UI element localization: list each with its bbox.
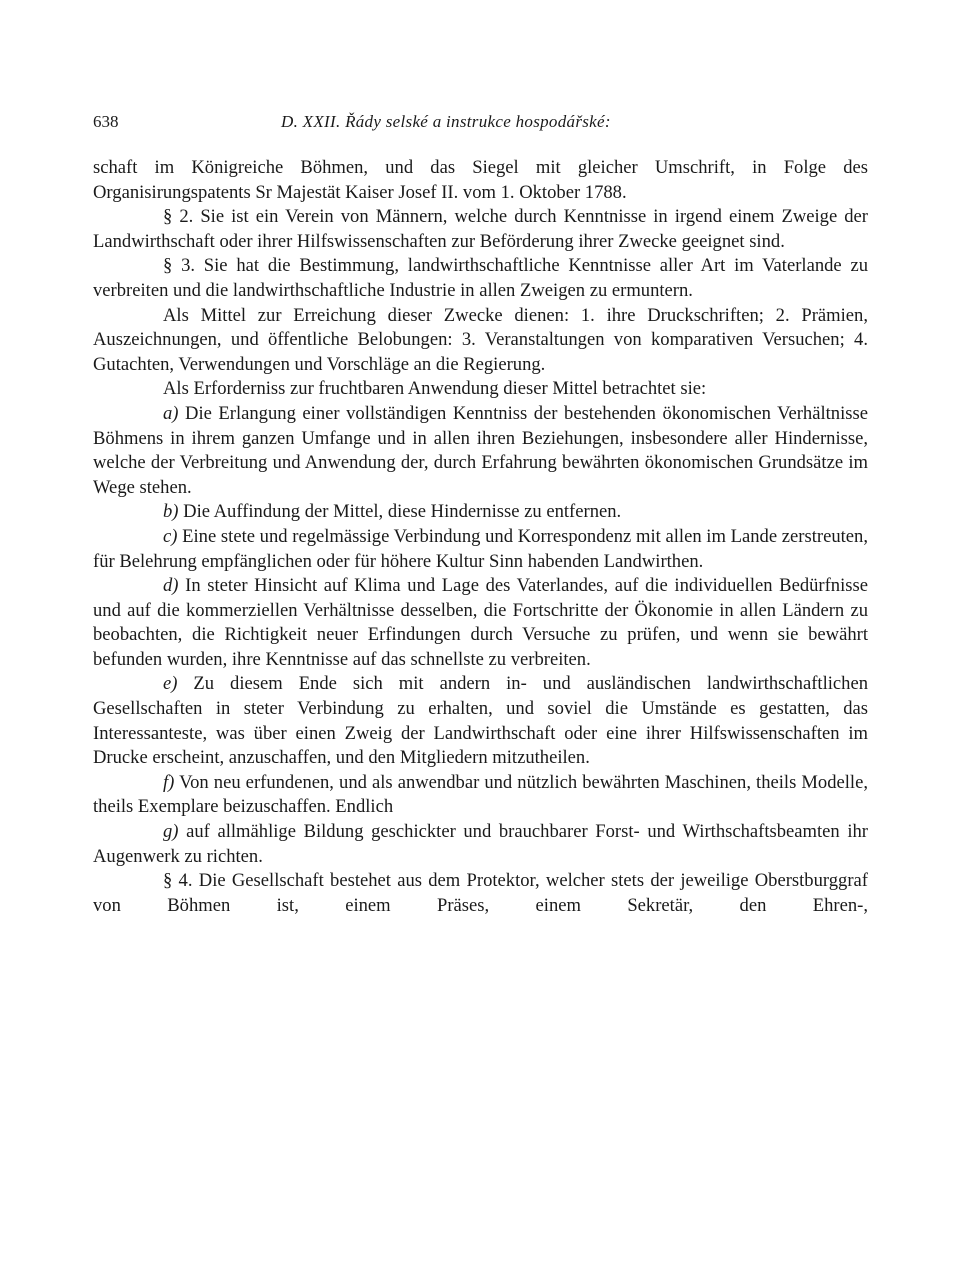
running-title: D. XXII. Řády selské a instrukce hospodářské: [281,112,611,131]
paragraph-section-4: § 4. Die Gesellschaft bestehet aus dem Protektor, welcher stets der jeweilige Oberstburggraf von Böhmen ist, einem Präses, einem Sekretär, den Ehren-, [93,870,868,916]
list-item-d: d) In steter Hinsicht auf Klima und Lage des Vaterlandes, auf die individuellen Bedürfnisse und auf die kommerziellen Verhältnisse desselben, die Fortschritte der Ökonomie in allen Ländern zu beobachten, die Richtigkeit neuer Erfindungen durch Versuche zu prüfen, und wenn sie bewährt befunden wurden, ihre Kenntnisse auf das schnellste zu verbreiten. [93,575,868,670]
paragraph-requirements-intro: Als Erforderniss zur fruchtbaren Anwendung dieser Mittel betrachtet sie: [163,378,707,400]
paragraph-section-2: § 2. Sie ist ein Verein von Männern, welche durch Kenntnisse in irgend einem Zweige der Landwirthschaft oder ihrer Hilfswissenschaften zur Beförderung ihrer Zwecke geeignet sind. [93,206,868,252]
list-item-a: a) Die Erlangung einer vollständigen Kenntniss der bestehenden ökonomischen Verhältnisse Böhmens in ihrem ganzen Umfange und in allen ihren Beziehungen, insbesondere aller Hindernisse, welche der Verbreitung und Anwendung der, durch Erfahrung bewährten ökonomischen Grundsätze im Wege stehen. [93,402,868,498]
list-item-f: f) Von neu erfundenen, und als anwendbar und nützlich bewährten Maschinen, theils Modelle, theils Exemplare beizuschaffen. Endlich [93,771,868,818]
list-item-c: c) Eine stete und regelmässige Verbindung und Korrespondenz mit allen im Lande zerstreuten, für Belehrung empfänglichen oder für höhere Kultur Sinn habenden Landwirthen. [93,525,868,572]
list-item-g: g) auf allmählige Bildung geschickter und brauchbarer Forst- und Wirthschaftsbeamten ihr Augenwerk zu richten. [93,821,868,867]
paragraph-continuation: schaft im Königreiche Böhmen, und das Siegel mit gleicher Umschrift, in Folge des Organisirungspatents Sr Majestät Kaiser Josef II. vom 1. Oktober 1788. [93,157,868,203]
body-text [93,156,868,918]
paragraph-section-3: § 3. Sie hat die Bestimmung, landwirthschaftliche Kenntnisse aller Art im Vaterlande zu verbreiten und die landwirthschaftliche Industrie in allen Zweigen zu ermuntern. [93,255,868,301]
document-page [93,112,868,918]
page-header [93,112,868,142]
list-item-e: e) Zu diesem Ende sich mit andern in- und ausländischen landwirthschaftlichen Gesellschaften in steter Verbindung zu erhalten, und soviel die Umstände es gestatten, das Interessanteste, was über einen Zweig der Landwirthschaft oder eine ihrer Hilfswissenschaften im Drucke erscheint, anzuschaffen, und den Mitgliedern mitzutheilen. [93,673,868,769]
page-number: 638 [93,112,119,131]
paragraph-means: Als Mittel zur Erreichung dieser Zwecke dienen: 1. ihre Druckschriften; 2. Prämien, Auszeichnungen, und öffentliche Belobungen: 3. Veranstaltungen von komparativen Versuchen; 4. Gutachten, Verwendungen und Vorschläge an die Regierung. [93,304,868,375]
list-item-b: b) Die Auffindung der Mittel, diese Hindernisse zu entfernen. [163,501,622,523]
